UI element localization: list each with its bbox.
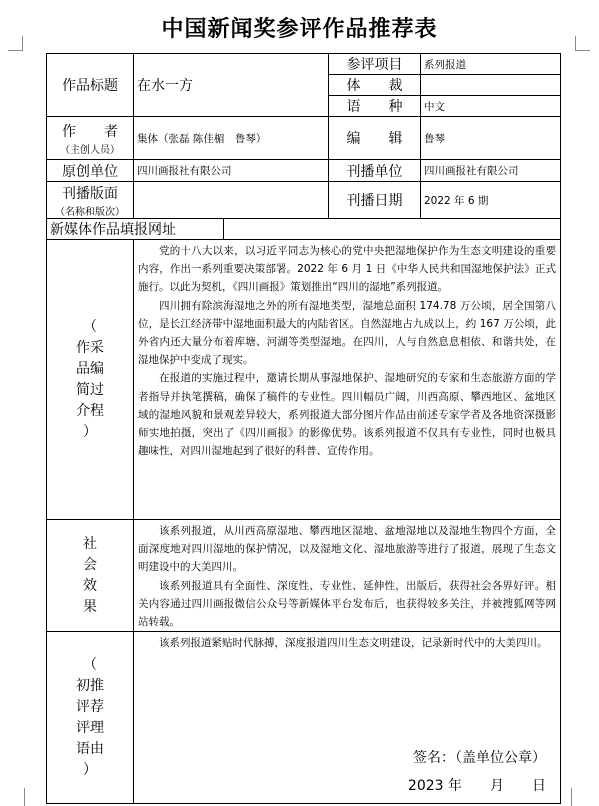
signature-line: [134, 749, 560, 767]
crop-mark-bottom-right: [571, 788, 572, 806]
author-label-cell: [47, 117, 134, 160]
crop-mark-top-right: [575, 36, 590, 51]
paragraph: 党的十八大以来，以习近平同志为核心的党中央把湿地保护作为生态文明建设的重要内容，作出一系列重要决策部署。2022 年 6 月 1 日《中华人民共和国湿地保护法》正式施行。以此为契机，《四川画报》策划推出“四川的湿地”系列报道。: [138, 245, 556, 294]
reason-label: [47, 632, 134, 804]
label-line: 评理: [76, 719, 104, 736]
reason-paragraphs: [138, 634, 556, 652]
recommendation-form: [46, 53, 561, 804]
signature-text: 签名：（盖单位公章）: [413, 750, 546, 767]
language-label: 语 种: [329, 96, 421, 117]
reason-body[interactable]: [134, 632, 561, 804]
editor-value[interactable]: 鲁琴: [421, 117, 561, 160]
intro-body[interactable]: [134, 240, 561, 520]
label-line: 介程: [76, 402, 104, 419]
social-effect-label-lines: [47, 534, 133, 618]
category-label: 参评项目: [329, 54, 421, 75]
reason-label-lines: [47, 655, 133, 781]
label-line: 会: [83, 556, 97, 573]
paragraph: 该系列报道，从川西高原湿地、攀西地区湿地、盆地湿地以及湿地生物四个方面，全面深度地对四川湿地的保护情况，以及湿地文化、湿地旅游等进行了报道，展现了生态文明建设中的大美四川。: [138, 525, 556, 574]
label-line: 评荐: [76, 698, 104, 715]
label-line: 果: [83, 598, 97, 615]
label-line: 简过: [76, 381, 104, 398]
editor-label: 编 辑: [329, 117, 421, 160]
language-value[interactable]: 中文: [421, 96, 561, 117]
date-text: 2023 年 月 日: [407, 778, 546, 795]
social-effect-body[interactable]: [134, 520, 561, 632]
origin-unit-value[interactable]: 四川画报社有限公司: [134, 160, 329, 182]
publish-unit-value[interactable]: 四川画报社有限公司: [421, 160, 561, 182]
label-line: （: [83, 656, 97, 673]
page-title: 中国新闻奖参评作品推荐表: [161, 17, 438, 42]
crop-mark-top-left: [8, 36, 23, 51]
author-sub-label: （主创人员）: [60, 144, 120, 156]
publish-page-sub-label: （名称和版次）: [55, 206, 125, 218]
publish-unit-label: 刊播单位: [329, 160, 421, 182]
label-line: 社: [83, 535, 97, 552]
publish-date-value[interactable]: 2022 年 6 期: [421, 182, 561, 219]
paragraph: 四川拥有除滨海湿地之外的所有湿地类型，湿地总面积 174.78 万公顷，居全国第八位，是长江经济带中湿地面积最大的内陆省区。自然湿地占九成以上，约 167 万公顷，此外省内还大量分布着库塘、河湖等类型湿地。在四川，人与自然息息相依、和谐共处，在湿地保护中变成了现实。: [138, 299, 556, 367]
label-line: 语由: [76, 740, 104, 757]
genre-value[interactable]: [421, 75, 561, 96]
genre-label: 体 裁: [329, 75, 421, 96]
intro-label: [47, 240, 134, 520]
category-value[interactable]: 系列报道: [421, 54, 561, 75]
social-effect-label: [47, 520, 134, 632]
label-line: 效: [83, 577, 97, 594]
author-value[interactable]: 集体（张磊 陈佳楣 鲁琴）: [134, 117, 329, 160]
origin-unit-label: 原创单位: [47, 160, 134, 182]
paragraph: 在报道的实施过程中，邀请长期从事湿地保护、湿地研究的专家和生态旅游方面的学者指导并执笔撰稿，确保了稿件的专业性。四川幅员广阔，川西高原、攀西地区、盆地区域的湿地风貌和景观差异较大，系列报道大部分图片作品由前述专家学者及各地资深摄影师实地拍摄，突出了《四川画报》的影像优势。该系列报道不仅具有专业性，同时也极具趣味性，对四川湿地起到了很好的科普、宣传作用。: [138, 372, 556, 458]
publish-page-value[interactable]: [134, 182, 329, 219]
paragraph: 该系列报道紧贴时代脉搏，深度报道四川生态文明建设，记录新时代中的大美四川。: [159, 637, 548, 650]
publish-date-label: 刊播日期: [329, 182, 421, 219]
new-media-url-value[interactable]: [224, 219, 561, 240]
work-title-value[interactable]: 在水一方: [134, 54, 329, 117]
label-line: （: [83, 318, 97, 335]
new-media-url-label: 新媒体作品填报网址: [47, 219, 224, 240]
label-line: ）: [83, 761, 97, 778]
label-line: 作采: [76, 339, 104, 356]
intro-label-lines: [47, 317, 133, 443]
date-line: [134, 777, 560, 795]
label-line: 初推: [76, 677, 104, 694]
author-label: 作 者: [62, 123, 118, 140]
work-title-label: 作品标题: [47, 54, 134, 117]
label-line: ）: [83, 423, 97, 440]
publish-page-label-cell: [47, 182, 134, 219]
label-line: 品编: [76, 360, 104, 377]
publish-page-label: 刊播版面: [62, 185, 118, 202]
crop-mark-bottom-left: [24, 788, 25, 806]
paragraph: 该系列报道具有全面性、深度性、专业性、延伸性，出版后，获得社会各界好评。相关内容通过四川画报微信公众号等新媒体平台发布后，也获得较多关注，并被搜狐网等网站转载。: [138, 579, 556, 629]
